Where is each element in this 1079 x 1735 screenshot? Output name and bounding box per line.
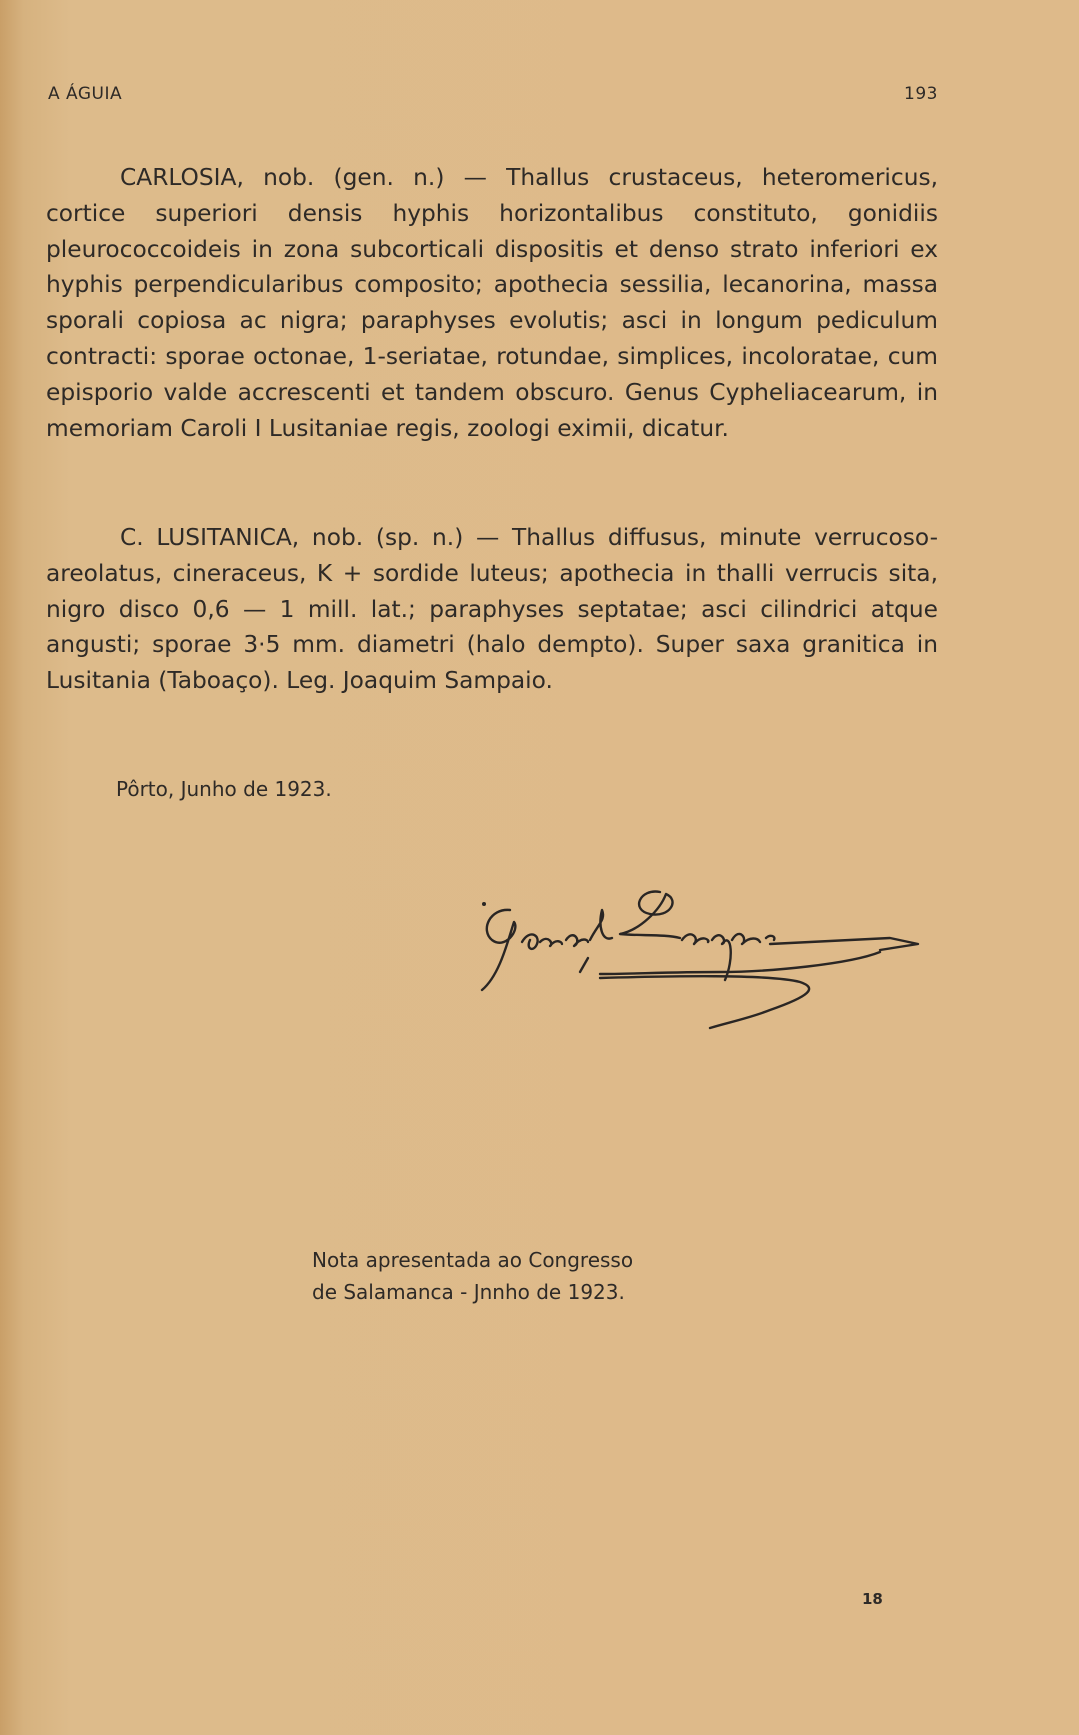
running-head [48,84,938,108]
journal-title: A ÁGUIA [48,84,123,104]
signature-mark: 18 [862,1590,883,1608]
note-line-1: Nota apresentada ao Congresso [312,1248,634,1272]
paragraph-lusitanica: C. LUSITANICA, nob. (sp. n.) — Thallus diffusus, minute verrucoso-areolatus, cineraceus, K + sordide luteus; apothecia in thalli verrucis sita, nigro disco 0,6 — 1 mill. lat.; paraphyses septatae; asci cilindrici atque angusti; sporae 3·5 mm. diametri (halo dempto). Super saxa granitica in Lusitania (Taboaço). Leg. Joaquim Sampaio. [46,524,938,695]
paragraph-carlosia: CARLOSIA, nob. (gen. n.) — Thallus crustaceus, heteromericus, cortice superiori densis hyphis horizontalibus constituto, gonidiis pleurococcoideis in zona subcorticali dispositis et denso strato inferiori ex hyphis perpendicularibus composito; apothecia sessilia, lecanorina, massa sporali copiosa ac nigra; paraphyses evolutis; asci in longum pediculum contracti: sporae octonae, 1-seriatae, rotundae, simplices, incoloratae, cum episporio valde accrescenti et tandem obscuro. Genus Cypheliacearum, in memoriam Caroli I Lusitaniae regis, zoologi eximii, dicatur. [46,164,938,442]
page-number: 193 [904,84,938,104]
presentation-note [312,1244,633,1308]
handwritten-signature [470,880,930,1060]
note-line-2: de Salamanca - Jnnho de 1923. [312,1280,625,1304]
place-date: Pôrto, Junho de 1923. [116,777,332,801]
